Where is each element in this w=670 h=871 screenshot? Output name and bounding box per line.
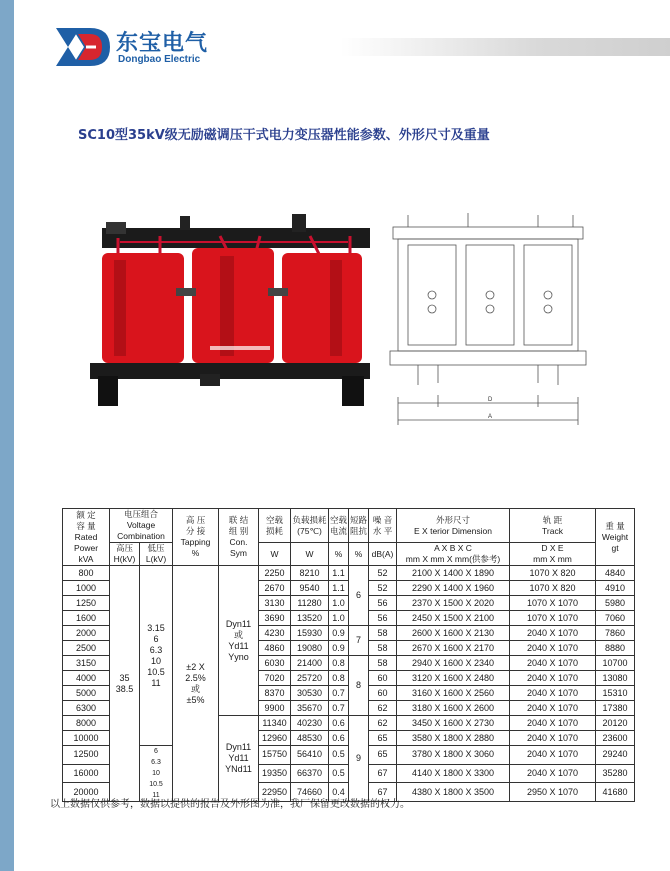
table-row: 5000 8370 30530 0.7 60 3160 X 1600 X 2560 2040 X 1070 15310 xyxy=(63,686,635,701)
dim-label-d: D xyxy=(488,397,493,403)
header-weight: 重 量 Weight gt xyxy=(596,509,635,566)
dim-label-a: A xyxy=(488,414,493,420)
connection-bottom: Dyn11 Yd11 YNd11 xyxy=(219,716,259,802)
header-voltage-combination: 电压组合 Voltage Combination xyxy=(110,509,173,543)
lv-values-bottom: 6 6.3 10 10.5 11 xyxy=(140,746,173,802)
table-row: 1000 2670 9540 1.1 52 2290 X 1400 X 1960 1070 X 820 4910 xyxy=(63,581,635,596)
header-lv: 低压 L(kV) xyxy=(140,543,173,566)
tapping-values: ±2 X 2.5% 或 ±5% xyxy=(173,566,219,802)
table-row: 2000 4230 15930 0.9 7 58 2600 X 1600 X 2130 2040 X 1070 7860 xyxy=(63,626,635,641)
header-noload-loss: 空载 损耗 xyxy=(259,509,291,543)
table-row: 2500 4860 19080 0.9 58 2670 X 1600 X 2170 2040 X 1070 8880 xyxy=(63,641,635,656)
hv-values: 35 38.5 xyxy=(110,566,140,802)
header-hv: 高压 H(kV) xyxy=(110,543,140,566)
dongbao-logo-icon xyxy=(50,22,114,72)
transformer-photo xyxy=(80,178,380,423)
header-load-loss: 负载损耗 (75℃) xyxy=(291,509,329,543)
table-row: 1250 3130 11280 1.0 56 2370 X 1500 X 2020 1070 X 1070 5980 xyxy=(63,596,635,611)
connection-top: Dyn11 或 Yd11 Yyno xyxy=(219,566,259,716)
header-noload-current: 空载 电流 xyxy=(329,509,349,543)
outline-drawing xyxy=(388,205,593,435)
header-impedance: 短路 阻抗 xyxy=(349,509,369,543)
table-row: 800 35 38.5 3.15 6 6.3 10 10.5 11 ±2 X 2.5% 或 ±5% Dyn11 或 Yd11 Yyno 2250 8210 1.1 6 52 2100 X 1400 X 1890 1070 X 820 4840 xyxy=(63,566,635,581)
table-row: 6300 9900 35670 0.7 62 3180 X 1600 X 2600 2040 X 1070 17380 xyxy=(63,701,635,716)
lv-values-top: 3.15 6 6.3 10 10.5 11 xyxy=(140,566,173,746)
footnote: 以上数据仅供参考，数据以提供的报告及外形图为准，我厂保留更改数据的权力。 xyxy=(50,799,410,810)
table-row: 20000 22950 74660 0.4 67 4380 X 1800 X 3500 2950 X 1070 41680 xyxy=(63,783,635,802)
table-row: 8000 Dyn11 Yd11 YNd11 11340 40230 0.6 9 62 3450 X 1600 X 2730 2040 X 1070 20120 xyxy=(63,716,635,731)
page-title: SC10型35kV级无励磁调压干式电力变压器性能参数、外形尺寸及重量 xyxy=(78,128,490,143)
header-noise: 噪 音 水 平 xyxy=(369,509,397,543)
table-row: 12500 6 6.3 10 10.5 11 15750 56410 0.5 65 3780 X 1800 X 3060 2040 X 1070 29240 xyxy=(63,746,635,765)
impedance-group-4: 9 xyxy=(349,716,369,802)
brand-name-cn: 东宝电气 xyxy=(116,31,209,56)
unit-track: D X E mm X mm xyxy=(510,543,596,566)
header-dimension: 外形尺寸 E X terior Dimension xyxy=(397,509,510,543)
impedance-group-2: 7 xyxy=(349,626,369,656)
table-row: 4000 7020 25720 0.8 60 3120 X 1600 X 2480 2040 X 1070 13080 xyxy=(63,671,635,686)
table-row: 16000 19350 66370 0.5 67 4140 X 1800 X 3300 2040 X 1070 35280 xyxy=(63,764,635,783)
header-track: 轨 距 Track xyxy=(510,509,596,543)
header-tapping: 高 压 分 接 Tapping % xyxy=(173,509,219,566)
table-row: 3150 6030 21400 0.8 8 58 2940 X 1600 X 2340 2040 X 1070 10700 xyxy=(63,656,635,671)
impedance-group-3: 8 xyxy=(349,656,369,716)
unit-load-loss: W xyxy=(291,543,329,566)
left-decor-bar xyxy=(0,0,14,871)
unit-noise: dB(A) xyxy=(369,543,397,566)
spec-table xyxy=(62,508,635,802)
table-row: 1600 3690 13520 1.0 56 2450 X 1500 X 2100 1070 X 1070 7060 xyxy=(63,611,635,626)
unit-impedance: % xyxy=(349,543,369,566)
unit-dimension: A X B X C mm X mm X mm(供参考) xyxy=(397,543,510,566)
header-rated-power: 额 定 容 量 Rated Power kVA xyxy=(63,509,110,566)
header-gradient-band xyxy=(340,38,670,56)
brand-name-en: Dongbao Electric xyxy=(118,54,201,65)
table-row: 10000 12960 48530 0.6 65 3580 X 1800 X 2880 2040 X 1070 23600 xyxy=(63,731,635,746)
header-connection: 联 结 组 别 Con. Sym xyxy=(219,509,259,566)
impedance-group-1: 6 xyxy=(349,566,369,626)
unit-noload-loss: W xyxy=(259,543,291,566)
unit-noload-current: % xyxy=(329,543,349,566)
